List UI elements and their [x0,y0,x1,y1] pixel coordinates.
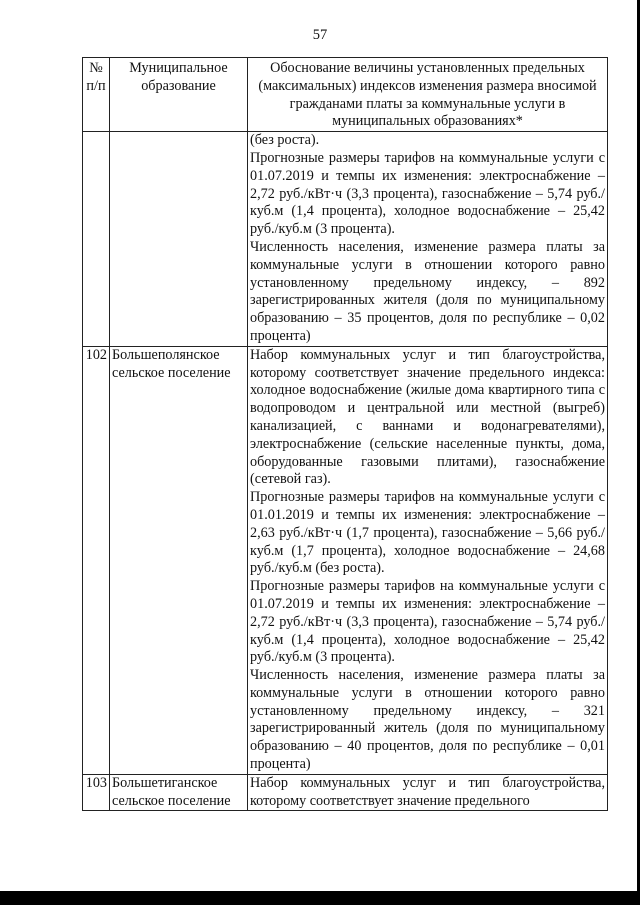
paragraph: Численность населения, изменение размера платы за коммунальные услуги в отношении которого равно установленному предельному индексу, – 321 зарегистрированный житель (доля по муниципальному образованию – 40 процентов, доля по республике – 0,01 процента) [250,667,605,773]
row-justification [248,132,608,347]
paragraph: Прогнозные размеры тарифов на коммунальные услуги с 01.07.2019 и темпы их изменения: электроснабжение – 2,72 руб./кВт·ч (3,3 процента), газоснабжение – 5,74 руб./куб.м (1,4 процента), холодное водоснабжение – 25,42 руб./куб.м (3 процента). [250,578,605,666]
table-row [83,774,608,811]
paragraph: Численность населения, изменение размера платы за коммунальные услуги в отношении которого равно установленному предельному индексу, – 892 зарегистрированных жителя (доля по муниципальному образованию – 35 процентов, доля по республике – 0,02 процента) [250,238,605,344]
row-municipality: Большетиганское сельское поселение [110,774,248,811]
row-municipality [110,132,248,347]
paragraph: (без роста). [250,132,320,149]
page-number: 57 [312,27,328,43]
header-municipality: Муниципальное образование [110,58,248,132]
row-number: 102 [83,346,110,774]
row-number [83,132,110,347]
paragraph: Прогнозные размеры тарифов на коммунальные услуги с 01.01.2019 и темпы их изменения: электроснабжение – 2,63 руб./кВт·ч (1,7 процента), газоснабжение – 5,66 руб./куб.м (1,7 процента), холодное водоснабжение – 24,68 руб./куб.м (без роста). [250,489,605,577]
table-header-row [83,58,608,132]
paragraph: Набор коммунальных услуг и тип благоустройства, которому соответствует значение предельного индекса: холодное водоснабжение (жилые дома квартирного типа с водопроводом и центральной или местной (выгреб) канализацией, с ваннами и водонагревателями), электроснабжение (сельские населенные пункты, дома, оборудованные газовыми плитами), газоснабжение (сетевой газ). [250,346,605,488]
row-justification [248,774,608,811]
row-number: 103 [83,774,110,811]
table-row [83,132,608,347]
scan-bottom-edge [0,891,640,905]
paragraph: Прогнозные размеры тарифов на коммунальные услуги с 01.07.2019 и темпы их изменения: электроснабжение – 2,72 руб./кВт·ч (3,3 процента), газоснабжение – 5,74 руб./куб.м (1,4 процента), холодное водоснабжение – 25,42 руб./куб.м (3 процента). [250,149,605,238]
row-municipality: Большеполянское сельское поселение [110,346,248,774]
paragraph: Набор коммунальных услуг и тип благоустройства, которому соответствует значение предельного [250,774,605,809]
header-num: № п/п [83,58,110,132]
tariff-justification-table [82,57,608,811]
row-justification [248,346,608,774]
table-row [83,346,608,774]
header-justification: Обоснование величины установленных предельных (максимальных) индексов изменения размера вносимой гражданами платы за коммунальные услуги в муниципальных образованиях* [248,58,608,132]
